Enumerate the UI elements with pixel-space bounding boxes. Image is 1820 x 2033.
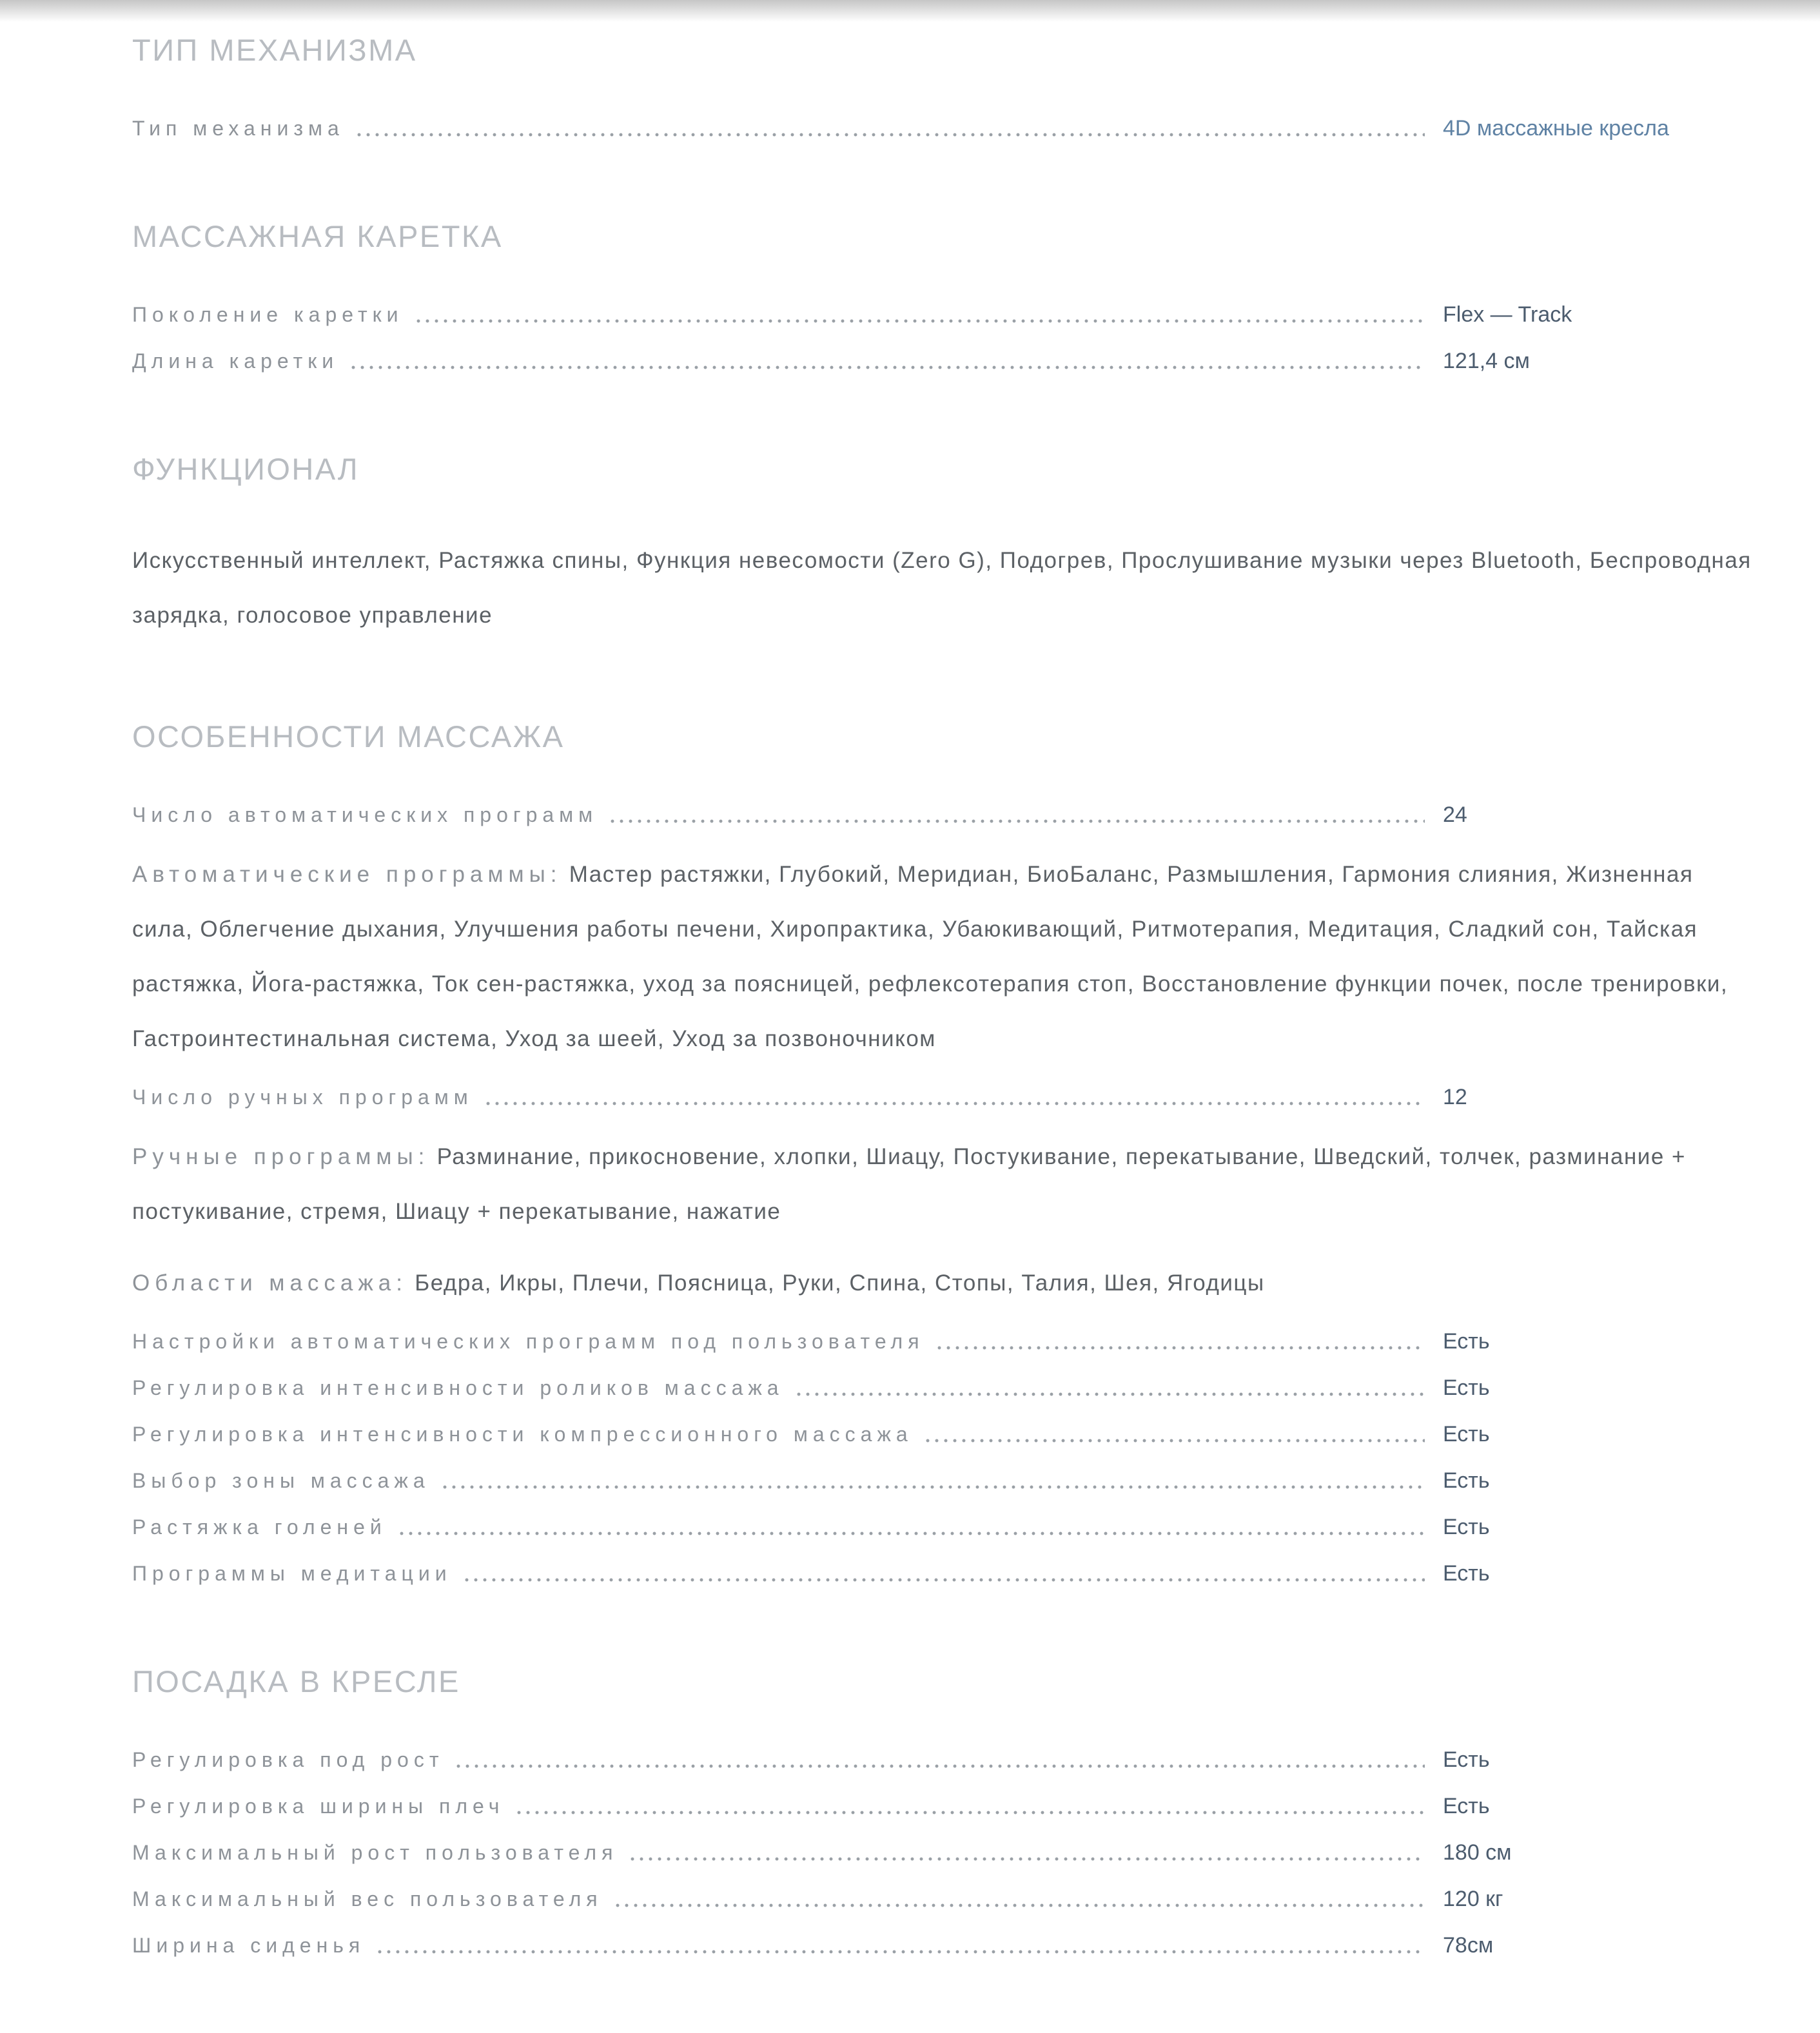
section-massage-carriage [132,219,1802,375]
auto-programs-label: Автоматические программы: [132,862,562,887]
spec-row-mechanism-type [132,114,1802,142]
spec-value: Есть [1443,1747,1490,1772]
spec-label: Число автоматических программ [132,803,598,826]
spec-value: Есть [1443,1561,1490,1586]
leader-dots [397,1532,1425,1535]
spec-row-max-user-weight [132,1885,1802,1913]
spec-label: Максимальный рост пользователя [132,1841,618,1864]
spec-row-roller-intensity [132,1374,1802,1402]
leader-dots [628,1857,1425,1861]
leader-dots [375,1950,1425,1954]
spec-row-shoulder-width-adjustment [132,1792,1802,1820]
leader-dots [349,365,1425,369]
spec-value: 121,4 см [1443,349,1530,373]
leader-dots [794,1392,1425,1396]
section-title-massage-features: ОСОБЕННОСТИ МАССАЖА [132,719,565,754]
spec-value: 78см [1443,1933,1494,1958]
spec-label: Число ручных программ [132,1085,473,1109]
leader-dots [514,1811,1425,1814]
spec-page [0,32,1820,1960]
section-title-massage-carriage: МАССАЖНАЯ КАРЕТКА [132,219,503,253]
spec-row-compression-intensity [132,1420,1802,1448]
spec-label: Ширина сиденья [132,1934,366,1957]
spec-label: Программы медитации [132,1562,452,1585]
leader-dots [414,319,1425,323]
massage-areas-label: Области массажа: [132,1270,407,1296]
spec-label: Настройки автоматических программ под пользователя [132,1330,925,1353]
spec-row-calf-stretch [132,1513,1802,1541]
spec-label: Максимальный вес пользователя [132,1887,603,1911]
leader-dots [923,1439,1425,1443]
spec-row-carriage-length [132,347,1802,375]
spec-value: Есть [1443,1468,1490,1493]
section-massage-features [132,719,1802,1588]
spec-label: Регулировка интенсивности компрессионного массажа [132,1423,913,1446]
functionality-text: Искусственный интеллект, Растяжка спины, Функция невесомости (Zero G), Подогрев, Прослушивание музыки через Bluetooth, Беспроводная зарядка, голосовое управление [132,548,1752,628]
leader-dots [454,1764,1425,1768]
spec-label: Выбор зоны массажа [132,1469,430,1492]
spec-value: Есть [1443,1515,1490,1539]
leader-dots [355,133,1425,137]
leader-dots [935,1346,1425,1350]
spec-row-meditation-programs [132,1559,1802,1588]
spec-value: Flex — Track [1443,302,1572,327]
section-seating [132,1664,1802,1960]
spec-value: Есть [1443,1422,1490,1446]
spec-value: Есть [1443,1794,1490,1818]
section-functionality [132,451,1802,643]
section-title-mechanism-type: ТИП МЕХАНИЗМА [132,33,417,67]
spec-value: 24 [1443,802,1467,827]
spec-value: 12 [1443,1085,1467,1109]
manual-programs-label: Ручные программы: [132,1144,430,1169]
auto-programs-paragraph [132,847,1757,1066]
spec-label: Длина каретки [132,349,339,373]
spec-label: Поколение каретки [132,303,404,326]
leader-dots [608,819,1425,823]
section-title-seating: ПОСАДКА В КРЕСЛЕ [132,1664,460,1698]
spec-label: Тип механизма [132,117,344,140]
spec-row-manual-program-count [132,1083,1802,1111]
spec-value: 180 см [1443,1840,1512,1865]
massage-areas-list: Бедра, Икры, Плечи, Поясница, Руки, Спина, Стопы, Талия, Шея, Ягодицы [415,1270,1265,1296]
spec-label: Растяжка голеней [132,1515,387,1539]
spec-label: Регулировка ширины плеч [132,1795,505,1818]
spec-row-massage-zone-selection [132,1466,1802,1495]
spec-row-auto-program-customization [132,1327,1802,1356]
leader-dots [440,1485,1425,1489]
spec-value: 120 кг [1443,1887,1503,1911]
leader-dots [462,1578,1425,1582]
leader-dots [613,1903,1425,1907]
spec-value: Есть [1443,1376,1490,1400]
mechanism-type-link[interactable]: 4D массажные кресла [1443,116,1669,141]
spec-label: Регулировка интенсивности роликов массажа [132,1376,784,1399]
feature-rows [132,1327,1802,1588]
leader-dots [484,1102,1425,1105]
section-title-functionality: ФУНКЦИОНАЛ [132,452,360,486]
spec-label: Регулировка под рост [132,1748,444,1771]
spec-row-height-adjustment [132,1746,1802,1774]
spec-row-seat-width [132,1931,1802,1960]
spec-row-max-user-height [132,1838,1802,1867]
top-fade-gradient [0,0,1820,22]
spec-value: Есть [1443,1329,1490,1354]
spec-row-carriage-generation [132,300,1802,329]
section-mechanism-type [132,32,1802,142]
auto-programs-list: Мастер растяжки, Глубокий, Меридиан, БиоБаланс, Размышления, Гармония слияния, Жизненная сила, Облегчение дыхания, Улучшения работы печени, Хиропрактика, Убаюкивающий, Ритмотерапия, Медитация, Сладкий сон, Тайская растяжка, Йога-растяжка, Ток сен-растяжка, уход за поясницей, рефлексотерапия стоп, Восстановление функции почек, после тренировки, Гастроинтестинальная система, Уход за шеей, Уход за позвоночником [132,862,1728,1051]
massage-areas-paragraph [132,1256,1757,1310]
manual-programs-list: Разминание, прикосновение, хлопки, Шиацу, Постукивание, перекатывание, Шведский, толчек, разминание + постукивание, стремя, Шиацу + перекатывание, нажатие [132,1144,1686,1224]
spec-row-auto-program-count [132,801,1802,829]
manual-programs-paragraph [132,1129,1757,1239]
